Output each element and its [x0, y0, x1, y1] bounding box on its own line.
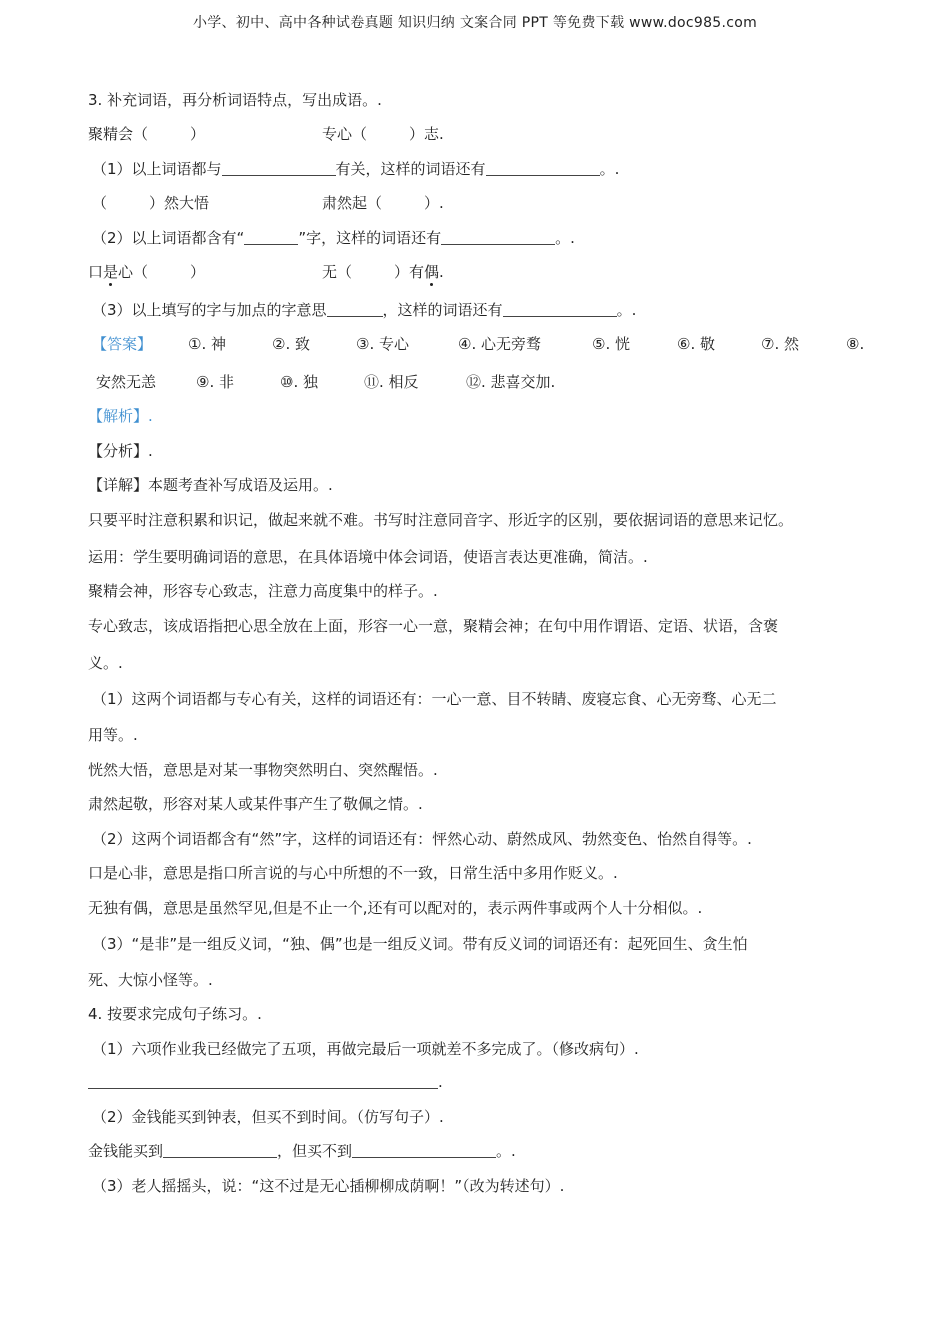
analysis-line: 聚精会神，形容专心致志，注意力高度集中的样子。. — [88, 582, 438, 600]
prompt-2: （2）以上词语都含有“ ”字，这样的词语还有 。. — [92, 229, 575, 247]
analysis-line: 恍然大悟，意思是对某一事物突然明白、突然醒悟。. — [88, 761, 438, 779]
idiom-row-3b: 无（ ）有偶. — [322, 263, 444, 281]
q4-sentence-2: （2）金钱能买到钟表，但买不到时间。（仿写句子）. — [92, 1108, 444, 1126]
analysis-line: 专心致志，该成语指把心思全放在上面，形容一心一意，聚精会神；在句中用作谓语、定语、状语，含褒 — [88, 617, 779, 635]
blank-line[interactable] — [486, 161, 600, 176]
idiom-row-3: 口是心（ ） — [88, 263, 206, 281]
q4-answer-line-1: . — [88, 1072, 443, 1092]
analysis-line: （1）这两个词语都与专心有关，这样的词语还有：一心一意、目不转睛、废寝忘食、心无旁骛、心无二 — [92, 690, 777, 708]
analysis-line: 肃然起敬，形容对某人或某件事产生了敬佩之情。. — [88, 795, 423, 813]
blank-line[interactable] — [441, 230, 555, 245]
q4-sentence-1: （1）六项作业我已经做完了五项，再做完最后一项就差不多完成了。（修改病句）. — [92, 1040, 639, 1058]
blank-line[interactable] — [163, 1143, 277, 1158]
blank-line[interactable] — [244, 230, 298, 245]
analysis-line: （3）“是非”是一组反义词，“独、偶”也是一组反义词。带有反义词的词语还有：起死回生、贪生怕 — [92, 935, 748, 953]
analysis-label: 【解析】. — [88, 407, 153, 425]
answer-label: 【答案】 — [92, 335, 153, 353]
analysis-line: 用等。. — [88, 726, 138, 744]
prompt-1: （1）以上词语都与 有关，这样的词语还有 。. — [92, 160, 620, 178]
blank-line[interactable] — [503, 302, 617, 317]
page-header: 小学、初中、高中各种试卷真题 知识归纳 文案合同 PPT 等免费下载 www.doc985.com — [192, 15, 758, 31]
idiom-row-1b: 专心（ ）志. — [322, 125, 444, 143]
blank-line[interactable] — [222, 161, 336, 176]
blank-line[interactable] — [88, 1074, 438, 1089]
analysis-line: 义。. — [88, 654, 123, 672]
idiom-row-1: 聚精会（ ） — [88, 125, 206, 143]
blank-line[interactable] — [352, 1143, 496, 1158]
analysis-line: 运用：学生要明确词语的意思，在具体语境中体会词语，使语言表达更准确，简洁。. — [88, 548, 648, 566]
question-4-title: 4. 按要求完成句子练习。. — [88, 1005, 262, 1023]
q4-imitate-line: 金钱能买到 ，但买不到 。. — [88, 1142, 516, 1160]
analysis-line: 死、大惊小怪等。. — [88, 971, 213, 989]
fenxi-label: 【分析】. — [88, 442, 153, 460]
idiom-row-2b: 肃然起（ ）. — [322, 194, 444, 212]
blank-line[interactable] — [327, 302, 383, 317]
analysis-line: （2）这两个词语都含有“然”字，这样的词语还有：怦然心动、蔚然成风、勃然变色、怡然自得等。. — [92, 830, 752, 848]
analysis-line: 口是心非，意思是指口所言说的与心中所想的不一致，日常生活中多用作贬义。. — [88, 864, 618, 882]
xiangjie-label: 【详解】本题考查补写成语及运用。. — [88, 476, 333, 494]
answer-row-1: 【答案】 ①. 神 ②. 致 ③. 专心 ④. 心无旁骛 ⑤. 恍 ⑥. 敬 ⑦. 然 ⑧. — [92, 335, 865, 353]
analysis-line: 无独有偶，意思是虽然罕见,但是不止一个,还有可以配对的，表示两件事或两个人十分相似。. — [88, 899, 703, 917]
q4-sentence-3: （3）老人摇摇头，说：“这不过是无心插柳柳成荫啊！”（改为转述句）. — [92, 1177, 565, 1195]
idiom-row-2: （ ）然大悟 — [92, 194, 210, 212]
prompt-3: （3）以上填写的字与加点的字意思 ，这样的词语还有 。. — [92, 301, 637, 319]
answer-row-2: 安然无恙 ⑨. 非 ⑩. 独 ⑪. 相反 ⑫. 悲喜交加. — [96, 373, 556, 391]
question-3-title: 3. 补充词语，再分析词语特点，写出成语。. — [88, 91, 382, 109]
analysis-line: 只要平时注意积累和识记，做起来就不难。书写时注意同音字、形近字的区别，要依据词语的意思来记忆。 — [88, 511, 794, 529]
